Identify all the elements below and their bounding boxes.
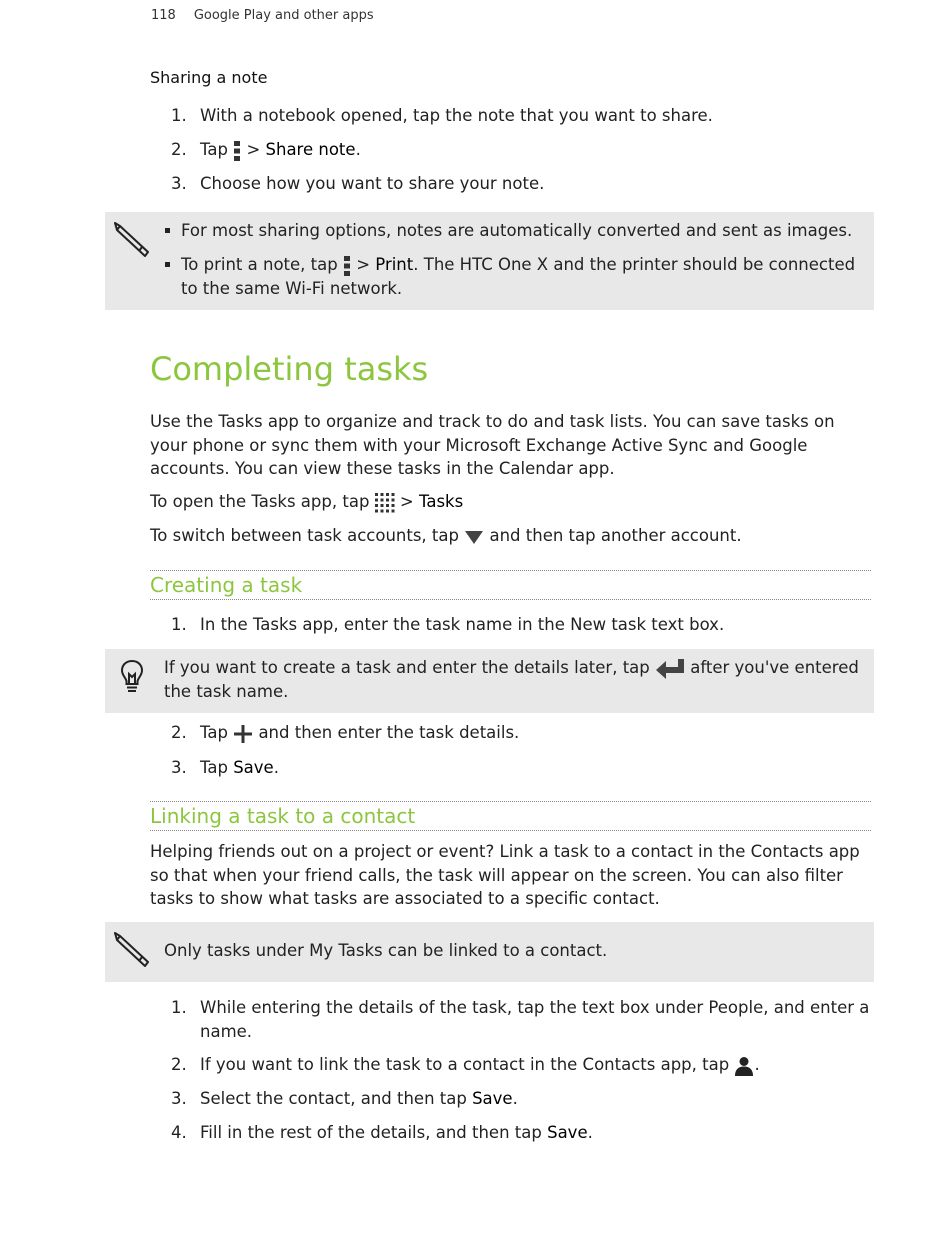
- section-title: Google Play and other apps: [193, 8, 374, 23]
- linking-heading-bar: [150, 801, 871, 831]
- sharing-heading: Sharing a note: [150, 68, 268, 87]
- switch-accounts-line: To switch between task accounts, tap and then tap another account.: [150, 526, 742, 545]
- linking-intro: Helping friends out on a project or event? Link a task to a contact in the Contacts app so that when your friend calls, the task will appear on the screen. You can also filter tasks to show what tasks are associated to a specific contact.: [150, 842, 860, 908]
- linking-heading: Linking a task to a contact: [150, 804, 416, 828]
- dropdown-triangle-icon: [464, 529, 484, 545]
- linking-note-text: Only tasks under My Tasks can be linked to a contact.: [164, 941, 608, 960]
- open-tasks-line: To open the Tasks app, tap > Tasks: [150, 492, 464, 511]
- completing-intro: Use the Tasks app to organize and track to do and task lists. You can save tasks on your phone or sync them with your Microsoft Exchange Active Sync and Google accounts. You can view these tasks in the Calendar app.: [150, 412, 835, 478]
- tip-box: [105, 649, 874, 713]
- pencil-icon: [114, 932, 152, 970]
- sharing-note-box: For most sharing options, notes are automatically converted and sent as images. To print a note, tap > Print. The HTC One X and the printer should be connected to the same Wi-Fi network.: [105, 212, 874, 310]
- page-header: [151, 8, 374, 23]
- lightbulb-icon: [120, 659, 144, 695]
- page-number: 118: [151, 8, 176, 23]
- apps-grid-icon: [375, 493, 395, 513]
- plus-icon: [233, 724, 253, 744]
- enter-arrow-icon: [655, 658, 685, 680]
- creating-heading: Creating a task: [150, 573, 303, 597]
- linking-note-box: [105, 922, 874, 982]
- creating-heading-bar: [150, 570, 871, 600]
- tip-text: If you want to create a task and enter the details later, tap after you've entered the task name.: [164, 658, 859, 701]
- menu-dots-icon: [233, 140, 241, 162]
- person-icon: [734, 1056, 754, 1076]
- menu-dots-icon: [343, 255, 351, 277]
- pencil-icon: [114, 222, 152, 260]
- completing-heading: Completing tasks: [150, 350, 429, 388]
